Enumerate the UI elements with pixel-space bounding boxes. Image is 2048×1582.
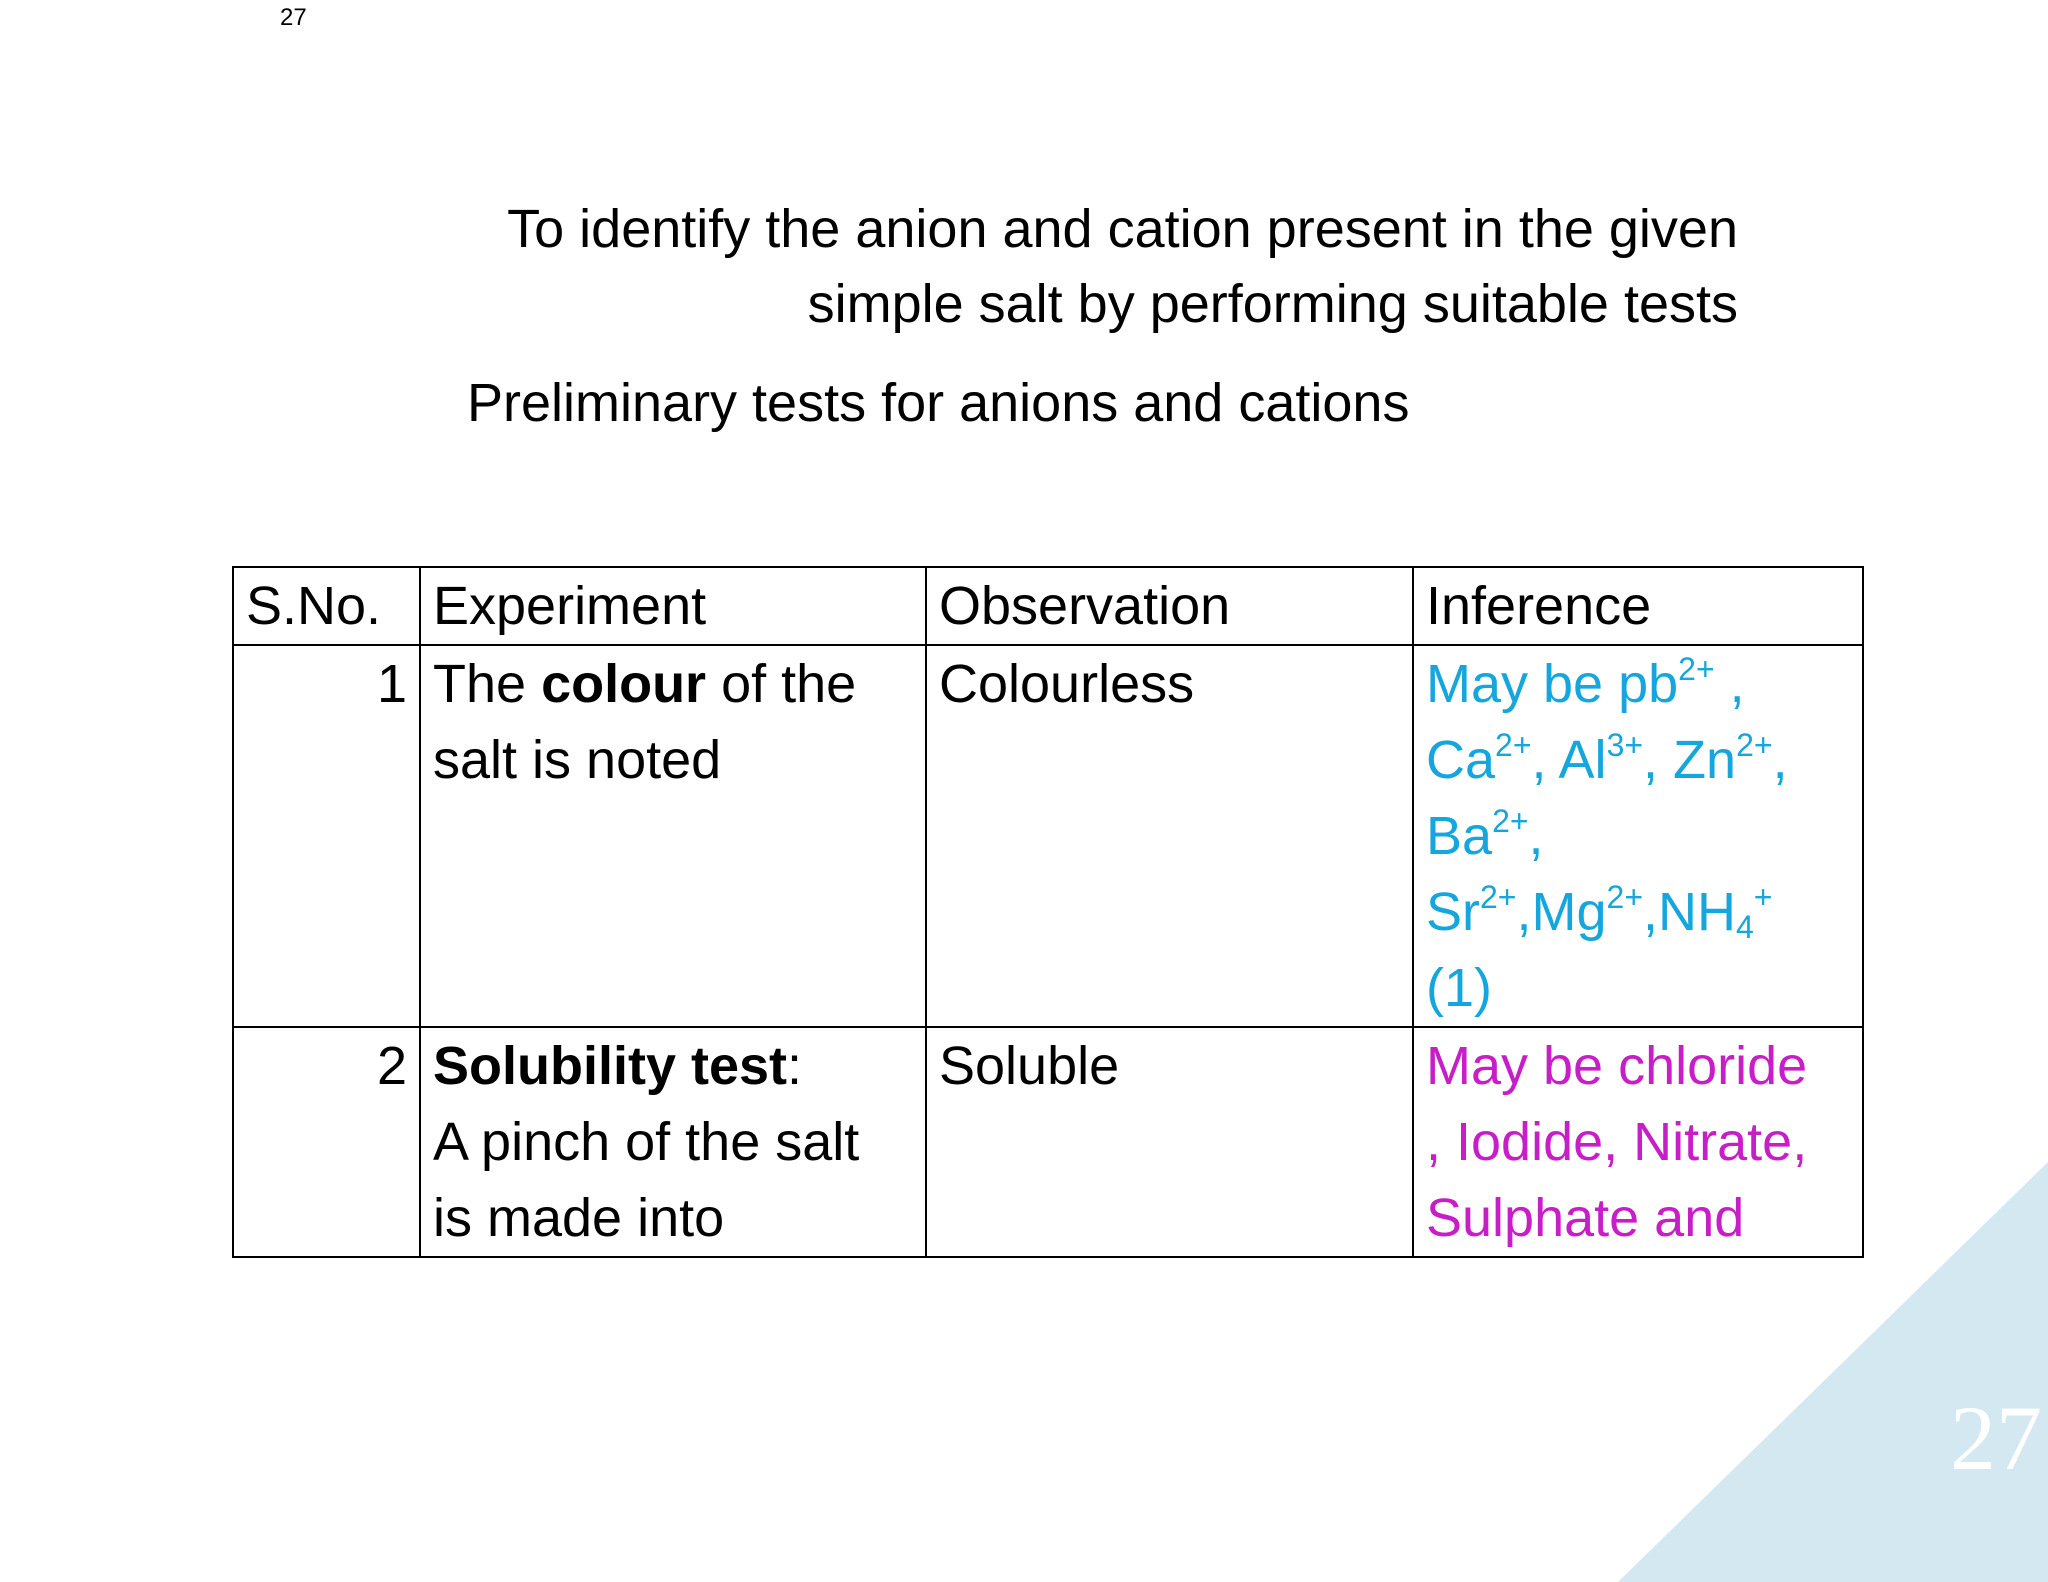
row1-observation: Colourless — [926, 645, 1413, 1027]
row1-sno: 1 — [233, 645, 420, 1027]
row1-experiment — [420, 645, 926, 1027]
inf-text: , — [1714, 654, 1745, 714]
page-title — [507, 192, 1738, 342]
row2-observation: Soluble — [926, 1027, 1413, 1257]
inf-text: , — [1772, 730, 1788, 790]
title-line-1: To identify the anion and cation present in the given — [507, 199, 1738, 259]
row2-exp-colon: : — [787, 1036, 803, 1096]
table-row — [233, 645, 1863, 1027]
table-row — [233, 1027, 1863, 1257]
inf-charge: 3+ — [1606, 727, 1644, 763]
header-experiment: Experiment — [420, 567, 926, 645]
row2-sno: 2 — [233, 1027, 420, 1257]
row2-inference — [1413, 1027, 1863, 1257]
inf-text: ,Mg — [1516, 882, 1607, 942]
inf-charge: 2+ — [1495, 727, 1532, 763]
inf-charge: 2+ — [1480, 879, 1517, 915]
inf-text: , Al — [1531, 730, 1607, 790]
row1-exp-text-a: The — [433, 654, 542, 714]
row2-inf-line3: Sulphate and — [1426, 1188, 1745, 1248]
row1-exp-text-c: salt is noted — [433, 730, 722, 790]
inf-text: , — [1528, 806, 1544, 866]
row2-experiment — [420, 1027, 926, 1257]
row2-exp-bold: Solubility test — [433, 1036, 788, 1096]
page-number-small: 27 — [280, 4, 307, 31]
inf-subscript: 4 — [1736, 909, 1754, 945]
inf-text: Ba — [1426, 806, 1493, 866]
row2-inf-line1: May be chloride — [1426, 1036, 1808, 1096]
inf-text: May be pb — [1426, 654, 1679, 714]
inf-text: Ca — [1426, 730, 1496, 790]
inf-text: ,NH — [1643, 882, 1736, 942]
row1-inference — [1413, 645, 1863, 1027]
inf-charge: 2+ — [1736, 727, 1773, 763]
row1-exp-bold: colour — [541, 654, 707, 714]
row2-exp-line3: is made into — [433, 1188, 725, 1248]
row2-exp-line2: A pinch of the salt — [433, 1112, 860, 1172]
slide-number: 27 — [1950, 1387, 2042, 1489]
inf-text: , Zn — [1643, 730, 1737, 790]
inf-charge: + — [1753, 879, 1773, 915]
inf-text: (1) — [1426, 958, 1492, 1018]
header-sno: S.No. — [233, 567, 420, 645]
subtitle: Preliminary tests for anions and cations — [467, 373, 1410, 433]
header-observation: Observation — [926, 567, 1413, 645]
inf-text: Sr — [1426, 882, 1480, 942]
row1-exp-text-b: of the — [706, 654, 857, 714]
inf-charge: 2+ — [1606, 879, 1643, 915]
header-inference: Inference — [1413, 567, 1863, 645]
tests-table — [232, 566, 1864, 1258]
row2-inf-line2: , Iodide, Nitrate, — [1426, 1112, 1808, 1172]
inf-charge: 2+ — [1678, 651, 1715, 687]
title-line-2: simple salt by performing suitable tests — [807, 274, 1738, 334]
table-header-row — [233, 567, 1863, 645]
inf-charge: 2+ — [1492, 803, 1529, 839]
